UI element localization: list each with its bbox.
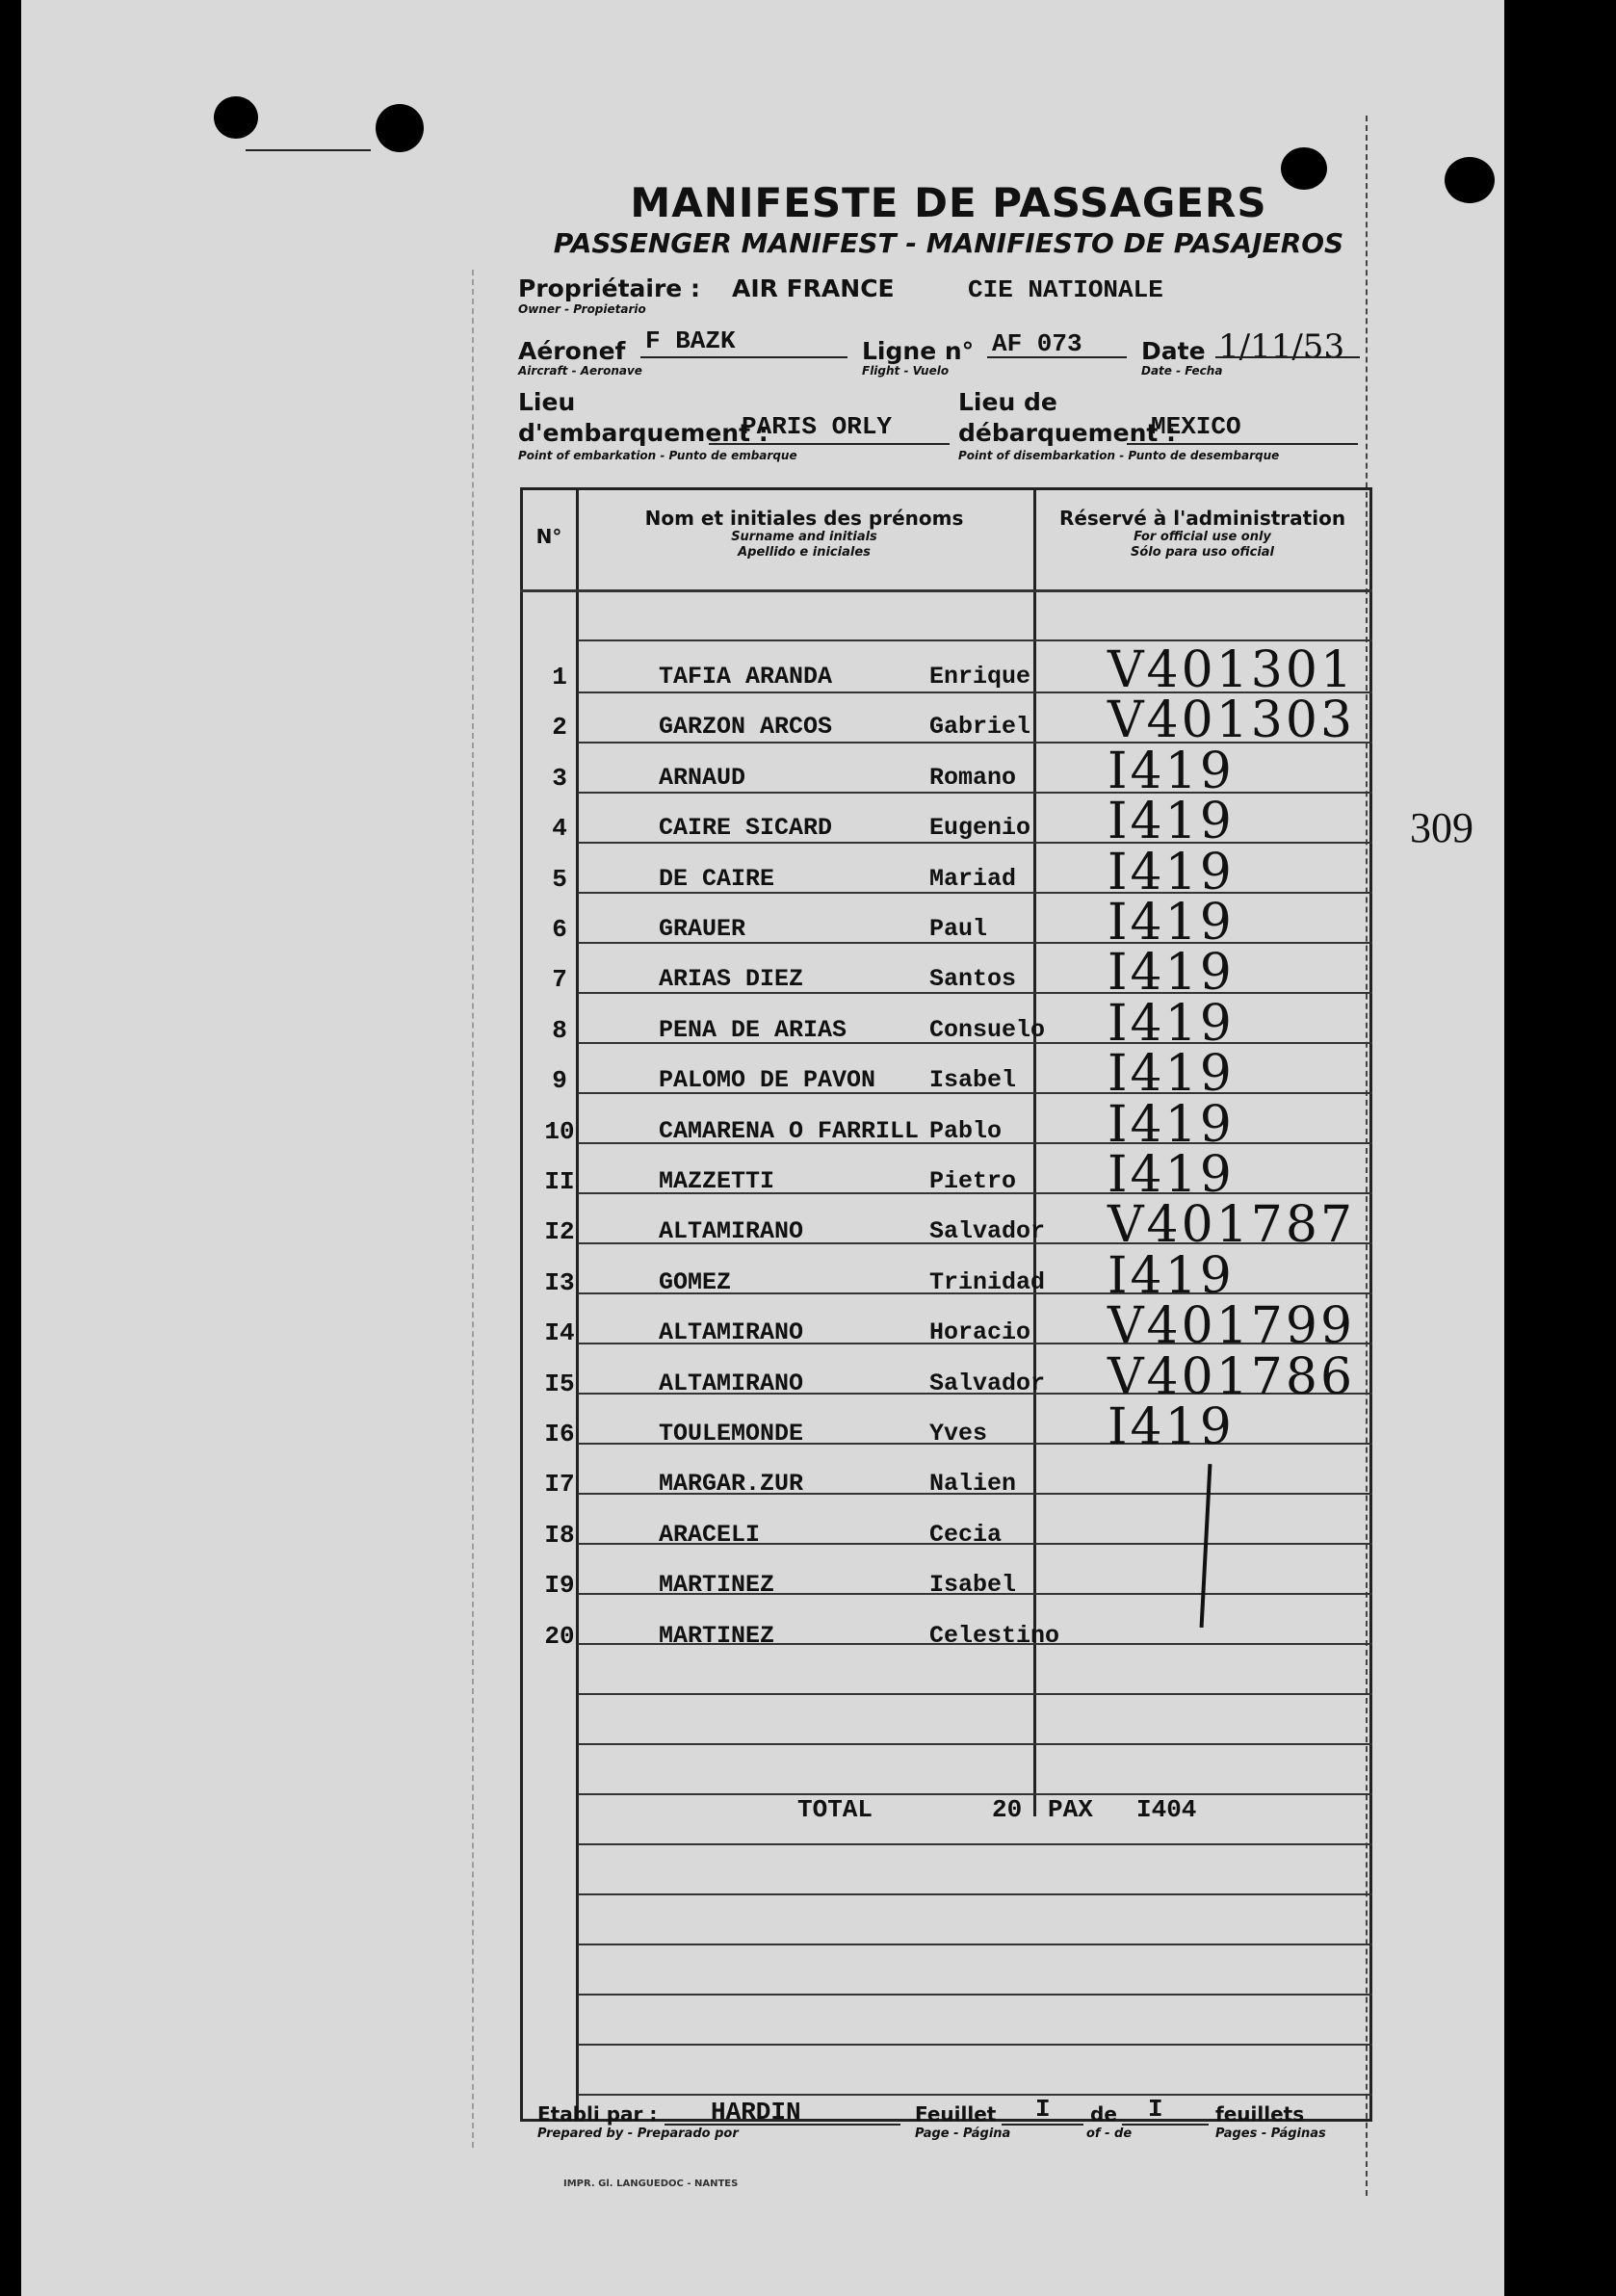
- total-label: TOTAL: [797, 1795, 873, 1824]
- row-number: 8: [552, 1015, 567, 1045]
- date-value: 1/11/53: [1218, 327, 1345, 366]
- owner-label-sub: Owner - Propietario: [518, 302, 646, 316]
- handwritten-admin-mark: V401301: [1108, 641, 1356, 699]
- side-page-number: 309: [1410, 804, 1473, 851]
- row-rule: [578, 1843, 1372, 1845]
- of-underline: [1122, 2124, 1209, 2126]
- col-header-name: [578, 507, 1030, 561]
- flight-underline: [987, 356, 1127, 358]
- passenger-given-name: Yves: [929, 1420, 988, 1448]
- row-number: 4: [552, 814, 567, 844]
- handwritten-admin-mark: I419: [1108, 1045, 1235, 1104]
- passenger-surname: GARZON ARCOS: [659, 713, 833, 742]
- flight-label: Ligne n°: [862, 337, 975, 365]
- row-rule: [578, 842, 1372, 844]
- handwritten-admin-mark: I419: [1108, 1246, 1235, 1305]
- col-header-admin-es: Sólo para uso oficial: [1131, 545, 1274, 560]
- flight-value: AF 073: [992, 329, 1082, 358]
- sheets-label: feuillets: [1215, 2102, 1305, 2126]
- row-rule: [578, 1693, 1372, 1695]
- row-number: I2: [544, 1217, 575, 1247]
- pen-stroke: [246, 149, 371, 151]
- total-code: I404: [1136, 1795, 1197, 1824]
- aircraft-label-sub: Aircraft - Aeronave: [518, 364, 642, 378]
- punch-hole-center: [376, 104, 424, 152]
- col-header-no: [525, 525, 573, 548]
- disembark-label-1: Lieu de: [958, 388, 1057, 416]
- perforation-left: [472, 270, 476, 2148]
- passenger-given-name: Pietro: [929, 1167, 1017, 1195]
- passenger-given-name: Pablo: [929, 1116, 1003, 1145]
- owner-value-2: CIE NATIONALE: [968, 275, 1163, 304]
- passenger-surname: MARTINEZ: [659, 1621, 775, 1650]
- aircraft-underline: [640, 356, 847, 358]
- passenger-surname: GRAUER: [659, 915, 746, 943]
- col-header-admin: [1036, 507, 1368, 561]
- passenger-given-name: Eugenio: [929, 814, 1031, 843]
- embark-underline: [709, 443, 950, 445]
- total-count: 20: [992, 1795, 1023, 1824]
- passenger-given-name: Cecia: [929, 1520, 1003, 1549]
- row-rule: [578, 1743, 1372, 1745]
- passenger-given-name: Isabel: [929, 1571, 1017, 1600]
- passenger-surname: TAFIA ARANDA: [659, 663, 833, 691]
- sheets-label-sub: Pages - Páginas: [1215, 2126, 1326, 2141]
- of-label-sub: of - de: [1086, 2126, 1133, 2141]
- col-header-name-en: Surname and initials: [731, 530, 877, 544]
- col-header-name-es: Apellido e iniciales: [738, 545, 871, 560]
- passenger-given-name: Nalien: [929, 1470, 1017, 1499]
- passenger-given-name: Salvador: [929, 1217, 1046, 1246]
- sheet-label: Feuillet: [915, 2102, 997, 2126]
- embark-value: PARIS ORLY: [742, 412, 893, 441]
- of-value: I: [1148, 2095, 1163, 2124]
- col-header-no-text: N°: [535, 525, 562, 548]
- of-label: de: [1090, 2102, 1117, 2126]
- passenger-given-name: Consuelo: [929, 1015, 1046, 1044]
- date-underline: [1215, 356, 1360, 358]
- date-label: Date: [1141, 337, 1206, 365]
- row-number: 7: [552, 965, 567, 995]
- prepared-underline: [665, 2124, 900, 2126]
- row-number: 20: [544, 1621, 575, 1651]
- passenger-given-name: Mariad: [929, 864, 1017, 893]
- punch-hole-right-2: [1445, 157, 1495, 203]
- handwritten-admin-mark: I419: [1108, 742, 1235, 800]
- embark-label-1: Lieu: [518, 388, 576, 416]
- passenger-surname: ALTAMIRANO: [659, 1318, 804, 1347]
- prepared-label-sub: Prepared by - Preparado por: [537, 2126, 739, 2141]
- passenger-surname: CAIRE SICARD: [659, 814, 833, 843]
- handwritten-admin-mark: I419: [1108, 944, 1235, 1003]
- passenger-surname: PALOMO DE PAVON: [659, 1066, 876, 1095]
- passenger-given-name: Salvador: [929, 1369, 1046, 1397]
- row-number: 6: [552, 915, 567, 944]
- row-rule: [578, 792, 1372, 794]
- row-number: I6: [544, 1420, 575, 1448]
- row-number: 2: [552, 713, 567, 743]
- passenger-given-name: Enrique: [929, 663, 1031, 691]
- row-number: 9: [552, 1066, 567, 1096]
- handwritten-admin-mark: I419: [1108, 793, 1235, 851]
- disembark-label-sub: Point of disembarkation - Punto de desembarque: [958, 449, 1280, 462]
- row-rule: [578, 1944, 1372, 1945]
- row-number: 5: [552, 864, 567, 894]
- sheet-label-sub: Page - Página: [915, 2126, 1011, 2141]
- handwritten-admin-mark: I419: [1108, 894, 1235, 952]
- col-header-name-fr: Nom et initiales des prénoms: [644, 507, 964, 530]
- col-header-admin-fr: Réservé à l'administration: [1058, 507, 1346, 530]
- handwritten-admin-mark: I419: [1108, 843, 1235, 901]
- sheet-value: I: [1035, 2095, 1051, 2124]
- row-number: I5: [544, 1369, 575, 1398]
- passenger-surname: MARTINEZ: [659, 1571, 775, 1600]
- row-number: I3: [544, 1267, 575, 1297]
- row-rule: [578, 1893, 1372, 1895]
- prepared-label: Etabli par :: [537, 2102, 658, 2126]
- passenger-surname: ALTAMIRANO: [659, 1217, 804, 1246]
- disembark-value: MEXICO: [1151, 412, 1241, 441]
- passenger-given-name: Santos: [929, 965, 1017, 994]
- aircraft-value: F BAZK: [645, 326, 736, 355]
- header-divider: [520, 589, 1372, 592]
- passenger-surname: PENA DE ARIAS: [659, 1015, 847, 1044]
- date-label-sub: Date - Fecha: [1141, 364, 1223, 378]
- passenger-surname: ALTAMIRANO: [659, 1369, 804, 1397]
- row-rule: [578, 1793, 1372, 1795]
- manifest-title: MANIFESTE DE PASSAGERS: [630, 179, 1267, 226]
- owner-value: AIR FRANCE: [732, 274, 895, 302]
- row-rule: [578, 2094, 1372, 2096]
- col-divider-admin: [1033, 487, 1036, 1816]
- handwritten-admin-mark: V401303: [1108, 691, 1356, 750]
- passenger-surname: DE CAIRE: [659, 864, 775, 893]
- total-unit: PAX: [1048, 1795, 1093, 1824]
- passenger-surname: TOULEMONDE: [659, 1420, 804, 1448]
- punch-hole-left: [214, 96, 258, 139]
- row-number: 3: [552, 763, 567, 793]
- passenger-surname: ARACELI: [659, 1520, 761, 1549]
- sheet-underline: [1002, 2124, 1083, 2126]
- printer-imprint: IMPR. Gl. LANGUEDOC - NANTES: [563, 2179, 739, 2189]
- passenger-surname: ARNAUD: [659, 763, 746, 792]
- embark-label-sub: Point of embarkation - Punto de embarque: [518, 449, 797, 462]
- row-number: I4: [544, 1318, 575, 1348]
- passenger-surname: MARGAR.ZUR: [659, 1470, 804, 1499]
- aircraft-label: Aéronef: [518, 337, 626, 365]
- disembark-label-2: débarquement :: [958, 419, 1177, 447]
- embark-label-2: d'embarquement :: [518, 419, 769, 447]
- passenger-given-name: Romano: [929, 763, 1017, 792]
- row-number: I8: [544, 1520, 575, 1550]
- prepared-value: HARDIN: [711, 2098, 801, 2126]
- handwritten-admin-mark: I419: [1108, 1398, 1235, 1456]
- passenger-given-name: Trinidad: [929, 1267, 1046, 1296]
- row-number: 10: [544, 1116, 575, 1146]
- passenger-surname: MAZZETTI: [659, 1167, 775, 1195]
- flight-label-sub: Flight - Vuelo: [862, 364, 950, 378]
- col-header-admin-en: For official use only: [1134, 530, 1271, 544]
- passenger-given-name: Horacio: [929, 1318, 1031, 1347]
- row-number: II: [544, 1167, 575, 1196]
- handwritten-admin-mark: V401799: [1108, 1297, 1356, 1356]
- passenger-given-name: Gabriel: [929, 713, 1031, 742]
- handwritten-admin-mark: I419: [1108, 1146, 1235, 1204]
- manifest-subtitle: PASSENGER MANIFEST - MANIFIESTO DE PASAJEROS: [553, 227, 1344, 259]
- row-number: I7: [544, 1470, 575, 1500]
- passenger-surname: ARIAS DIEZ: [659, 965, 804, 994]
- owner-label: Propriétaire :: [518, 274, 700, 302]
- row-rule: [578, 2044, 1372, 2046]
- passenger-surname: GOMEZ: [659, 1267, 732, 1296]
- handwritten-admin-mark: V401787: [1108, 1196, 1356, 1255]
- row-rule: [578, 1994, 1372, 1996]
- passenger-given-name: Paul: [929, 915, 988, 943]
- passenger-surname: CAMARENA O FARRILL: [659, 1116, 920, 1145]
- handwritten-admin-mark: I419: [1108, 1095, 1235, 1154]
- row-number: 1: [552, 663, 567, 691]
- passenger-given-name: Isabel: [929, 1066, 1017, 1095]
- handwritten-admin-mark: V401786: [1108, 1347, 1356, 1406]
- disembark-underline: [1127, 443, 1358, 445]
- handwritten-admin-mark: I419: [1108, 994, 1235, 1053]
- row-number: I9: [544, 1571, 575, 1601]
- passenger-given-name: Celestino: [929, 1621, 1060, 1650]
